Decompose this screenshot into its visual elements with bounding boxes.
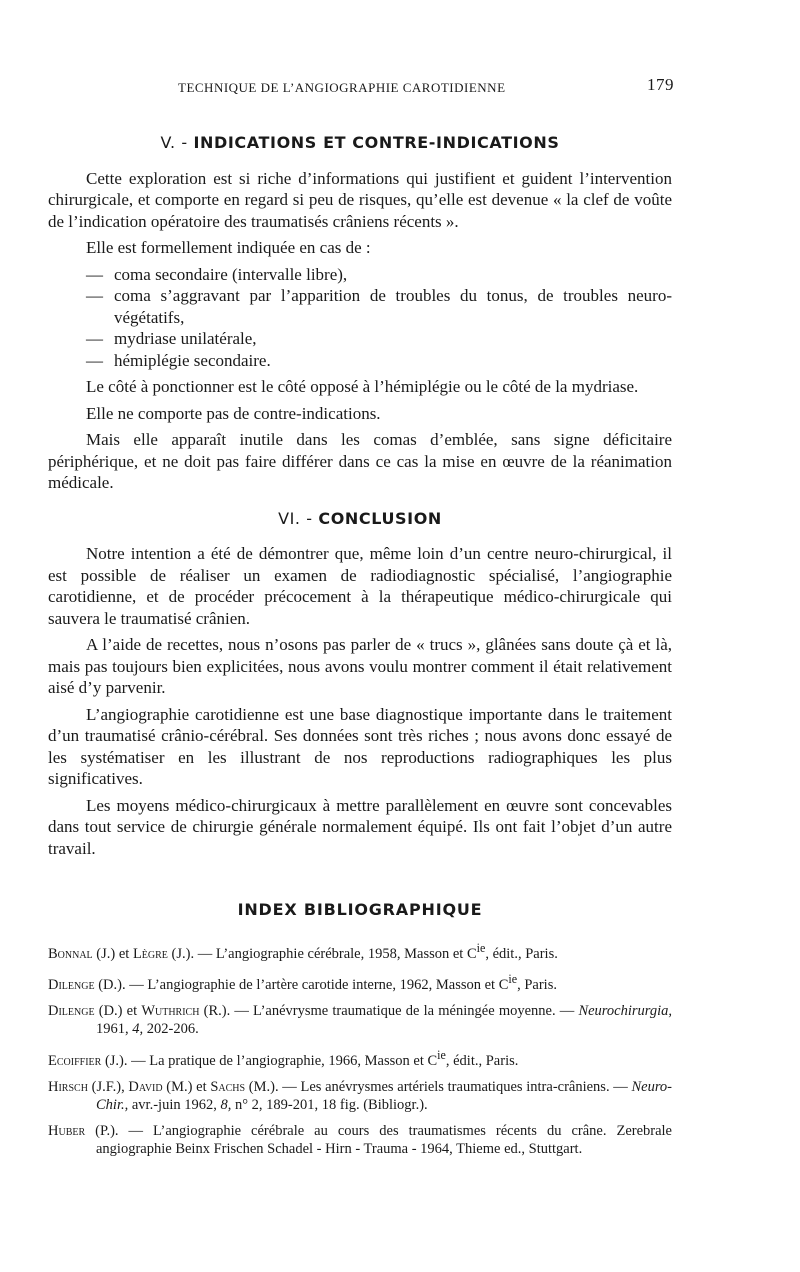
author-name: Wuthrich <box>141 1003 200 1020</box>
paragraph: Elle ne comporte pas de contre-indications. <box>86 403 381 423</box>
reference-text: avr.-juin 1962, <box>128 1096 221 1113</box>
paragraph: Elle est formellement indiquée en cas de : <box>86 238 371 257</box>
superscript: ie <box>476 940 486 955</box>
author-name: Lègre <box>132 945 168 962</box>
list-item <box>48 350 672 372</box>
paragraph: A l’aide de recettes, nous n’osons pas parler de « trucs », glânées sans doute çà et là, mais pas toujours bien explicitées, nous avons voulu montrer comment il était relativement aisé d’y parvenir. <box>48 635 672 697</box>
list-item <box>48 328 672 350</box>
reference-entry <box>48 939 672 963</box>
reference-text: (R.). — L’anévrysme traumatique de la méningée moyenne. — <box>199 1003 579 1020</box>
author-name: Bonnal <box>48 945 93 962</box>
reference-text: (M.). — Les anévrysmes artériels traumatiques intra-crâniens. — <box>245 1078 632 1095</box>
author-name: Dilenge <box>48 1003 95 1020</box>
bibliography-heading: INDEX BIBLIOGRAPHIQUE <box>237 900 483 919</box>
list-dash: — <box>86 350 103 370</box>
reference-text: , Paris. <box>517 977 557 994</box>
paragraph: Les moyens médico-chirurgicaux à mettre parallèlement en œuvre sont concevables dans tout service de chirurgie générale normalement équipé. Ils ont fait l’objet d’un autre travail. <box>48 795 672 858</box>
list-item-text: hémiplégie secondaire. <box>114 350 271 370</box>
author-name: Ecoiffier <box>48 1052 102 1069</box>
list-item <box>48 264 672 286</box>
list-item <box>48 285 672 328</box>
reference-entry <box>48 1002 672 1038</box>
page-number: 179 <box>647 75 674 94</box>
reference-text: n° 2, 189-201, 18 fig. (Bibliogr.). <box>231 1096 428 1113</box>
author-name: Sachs <box>210 1078 246 1095</box>
reference-text: 202-206. <box>143 1021 199 1038</box>
list-item-text: mydriase unilatérale, <box>114 329 257 348</box>
reference-text: (J.) et <box>92 945 133 962</box>
section-heading-indications <box>48 132 672 154</box>
list-dash: — <box>86 286 103 305</box>
list-item-text: coma s’aggravant par l’apparition de troubles du tonus, de troubles neuro-végétatifs, <box>114 286 672 327</box>
reference-entry <box>48 970 672 994</box>
indication-list <box>48 264 672 372</box>
reference-text: 1961, <box>96 1021 133 1038</box>
running-title: TECHNIQUE DE L’ANGIOGRAPHIE CAROTIDIENNE <box>178 80 506 95</box>
volume-number: 8, <box>220 1096 232 1113</box>
author-name: Dilenge <box>48 977 95 994</box>
reference-entry <box>48 1046 672 1070</box>
author-name: Hirsch <box>48 1078 88 1095</box>
journal-name: Neuro-Chir., <box>96 1078 673 1113</box>
journal-name: Neurochirurgia, <box>578 1003 673 1020</box>
reference-text: (J.). — La pratique de l’angiographie, 1966, Masson et C <box>101 1052 438 1069</box>
superscript: ie <box>508 972 518 987</box>
list-dash: — <box>86 264 103 284</box>
reference-text: (D.). — L’angiographie de l’artère carotide interne, 1962, Masson et C <box>94 977 509 994</box>
reference-text: (J.F.), <box>87 1078 129 1095</box>
section-number: V. - <box>160 133 188 152</box>
paragraph: Le côté à ponctionner est le côté opposé à l’hémiplégie ou le côté de la mydriase. <box>86 377 639 396</box>
section-title: CONCLUSION <box>318 508 442 528</box>
paragraph: L’angiographie carotidienne est une base diagnostique importante dans le traitement d’un traumatisé crânio-cérébral. Ses données sont très riches ; nous avons donc essayé de les systématiser en les illustrant de nos reproductions radiographiques les plus significatives. <box>48 704 672 788</box>
list-item-text: coma secondaire (intervalle libre), <box>114 264 348 284</box>
reference-text: , édit., Paris. <box>445 1052 519 1069</box>
reference-text: (J.). — L’angiographie cérébrale, 1958, Masson et C <box>167 945 477 962</box>
reference-text: (P.). — L’angiographie cérébrale au cours des traumatismes récents du crâne. Zerebrale angiographie Beinx Frischen Schadel - Hirn - Trauma - 1964, Thieme ed., Stuttgart. <box>85 1122 672 1157</box>
reference-entry <box>48 1122 672 1158</box>
author-name: David <box>128 1078 163 1095</box>
volume-number: 4, <box>132 1021 144 1038</box>
superscript: ie <box>437 1048 446 1063</box>
list-dash: — <box>86 329 103 348</box>
reference-text: (M.) et <box>162 1078 211 1095</box>
section-heading-conclusion <box>48 508 672 530</box>
paragraph: Cette exploration est si riche d’informations qui justifient et guident l’intervention chirurgicale, et comporte en regard si peu de risques, qu’elle est devenue « la clef de voûte de l’indication opératoire des traumatisés crâniens récents ». <box>48 168 672 231</box>
author-name: Huber <box>48 1122 86 1139</box>
paragraph: Notre intention a été de démontrer que, même loin d’un centre neuro-chirurgical, il est possible de réaliser un examen de radiodiagnostic spécialisé, l’angiographie carotidienne, et de procéder précocement à la thérapeutique médico-chirurgicale qui sauvera le traumatisé crânien. <box>48 544 672 628</box>
reference-entry <box>48 1078 672 1114</box>
reference-text: , édit., Paris. <box>485 945 558 962</box>
page-body <box>48 132 672 1166</box>
section-title: INDICATIONS ET CONTRE-INDICATIONS <box>193 133 560 152</box>
section-number: VI. - <box>278 508 313 528</box>
paragraph: Mais elle apparaît inutile dans les comas d’emblée, sans signe déficitaire périphérique, et ne doit pas faire différer dans ce cas la mise en œuvre de la réanimation médicale. <box>48 430 672 492</box>
reference-text: (D.) et <box>94 1003 142 1020</box>
